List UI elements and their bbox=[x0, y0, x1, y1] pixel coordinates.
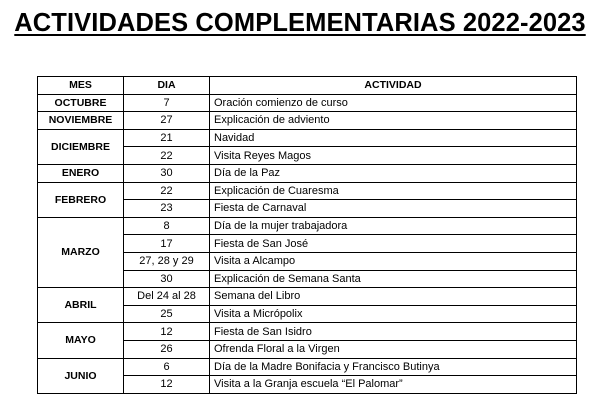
activity-cell: Explicación de Semana Santa bbox=[210, 270, 577, 288]
month-cell: MAYO bbox=[38, 323, 124, 358]
header-actividad: ACTIVIDAD bbox=[210, 77, 577, 95]
month-cell: MARZO bbox=[38, 217, 124, 287]
month-cell: DICIEMBRE bbox=[38, 129, 124, 164]
activity-cell: Explicación de adviento bbox=[210, 112, 577, 130]
day-cell: 8 bbox=[124, 217, 210, 235]
header-dia: DIA bbox=[124, 77, 210, 95]
activity-cell: Visita Reyes Magos bbox=[210, 147, 577, 165]
activity-cell: Fiesta de Carnaval bbox=[210, 200, 577, 218]
day-cell: 27 bbox=[124, 112, 210, 130]
table-row bbox=[38, 217, 577, 235]
activity-cell: Día de la mujer trabajadora bbox=[210, 217, 577, 235]
month-cell: OCTUBRE bbox=[38, 94, 124, 112]
table-row bbox=[38, 358, 577, 376]
activity-cell: Explicación de Cuaresma bbox=[210, 182, 577, 200]
activity-cell: Visita a Micrópolix bbox=[210, 305, 577, 323]
day-cell: 30 bbox=[124, 164, 210, 182]
table-row bbox=[38, 323, 577, 341]
activity-cell: Fiesta de San Isidro bbox=[210, 323, 577, 341]
day-cell: 22 bbox=[124, 182, 210, 200]
activity-cell: Fiesta de San José bbox=[210, 235, 577, 253]
header-mes: MES bbox=[38, 77, 124, 95]
activity-cell: Oración comienzo de curso bbox=[210, 94, 577, 112]
activities-table bbox=[37, 76, 577, 394]
day-cell: 7 bbox=[124, 94, 210, 112]
month-cell: NOVIEMBRE bbox=[38, 112, 124, 130]
table-row bbox=[38, 182, 577, 200]
day-cell: 12 bbox=[124, 323, 210, 341]
day-cell: 12 bbox=[124, 376, 210, 394]
table-header-row bbox=[38, 77, 577, 95]
activity-cell: Día de la Madre Bonifacia y Francisco Butinya bbox=[210, 358, 577, 376]
table-row bbox=[38, 94, 577, 112]
table-row bbox=[38, 129, 577, 147]
month-cell: FEBRERO bbox=[38, 182, 124, 217]
day-cell: 21 bbox=[124, 129, 210, 147]
table-row bbox=[38, 164, 577, 182]
activity-cell: Semana del Libro bbox=[210, 288, 577, 306]
day-cell: 6 bbox=[124, 358, 210, 376]
table-row bbox=[38, 112, 577, 130]
day-cell: 25 bbox=[124, 305, 210, 323]
day-cell: 30 bbox=[124, 270, 210, 288]
page-title-text: ACTIVIDADES COMPLEMENTARIAS 2022-2023 bbox=[14, 9, 586, 37]
activity-cell: Visita a Alcampo bbox=[210, 252, 577, 270]
day-cell: 26 bbox=[124, 340, 210, 358]
activity-cell: Ofrenda Floral a la Virgen bbox=[210, 340, 577, 358]
month-cell: ABRIL bbox=[38, 288, 124, 323]
activity-cell: Navidad bbox=[210, 129, 577, 147]
day-cell: 23 bbox=[124, 200, 210, 218]
day-cell: 27, 28 y 29 bbox=[124, 252, 210, 270]
table-row bbox=[38, 288, 577, 306]
month-cell: JUNIO bbox=[38, 358, 124, 393]
activity-cell: Día de la Paz bbox=[210, 164, 577, 182]
day-cell: 17 bbox=[124, 235, 210, 253]
table-body bbox=[38, 94, 577, 393]
day-cell: 22 bbox=[124, 147, 210, 165]
page-title bbox=[0, 6, 600, 40]
month-cell: ENERO bbox=[38, 164, 124, 182]
activity-cell: Visita a la Granja escuela “El Palomar” bbox=[210, 376, 577, 394]
day-cell: Del 24 al 28 bbox=[124, 288, 210, 306]
